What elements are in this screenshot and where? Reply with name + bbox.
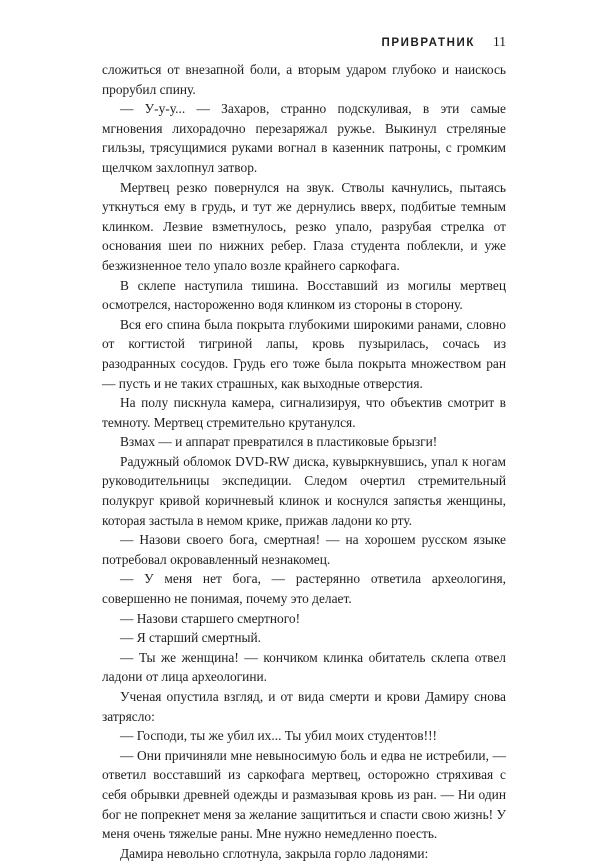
paragraph: сложиться от внезапной боли, а вторым ударом глубоко и наискось прорубил спину. xyxy=(102,62,506,97)
paragraph: — У-у-у... — Захаров, странно подскуливая, в эти самые мгновения лихорадочно перезаряжал ружье. Выкинул стреляные гильзы, трясущимися руками вогнал в казенник патроны, с громким щелчком захлопнул затвор. xyxy=(102,101,506,175)
paragraph: В склепе наступила тишина. Восставший из могилы мертвец осмотрелся, настороженно водя клинком из стороны в сторону. xyxy=(102,277,506,313)
paragraph: Радужный обломок DVD-RW диска, кувыркнувшись, упал к ногам руководительницы экспедиции. Следом очертил стремительный полукруг кривой коричневый клинок и коснулся запястья женщины, которая застыла в немом крике, прижав ладони ко рту. xyxy=(102,453,506,528)
paragraph: Вся его спина была покрыта глубокими широкими ранами, словно от когтистой тигриной лапы, кровь пузырилась, сочась из разодранных сосудов. Грудь его тоже была покрыта множеством ран — пусть и не таких страшных, как выходные отверстия. xyxy=(102,316,506,391)
paragraph: Ученая опустила взгляд, и от вида смерти и крови Дамиру снова затрясло: xyxy=(102,689,506,724)
paragraph: — У меня нет бога, — растерянно ответила археологиня, совершенно не понимая, почему это делает. xyxy=(102,571,506,607)
paragraph: — Я старший смертный. xyxy=(120,630,262,646)
paragraph: Дамира невольно сглотнула, закрыла горло ладонями: xyxy=(120,845,429,861)
body-text xyxy=(102,60,506,863)
paragraph: На полу пискнула камера, сигнализируя, что объектив смотрит в темноту. Мертвец стремительно крутанулся. xyxy=(102,395,506,430)
paragraph: — Они причиняли мне невыносимую боль и едва не истребили, — ответил восставший из саркофага мертвец, осторожно стряхивая с себя обрывки древней одежды и размазывая кровь из ран. — Ни один бог не попрекнет меня за желание защититься и спасти свою жизнь! У меня очень тяжелые раны. Мне нужно немедленно поесть. xyxy=(102,747,506,842)
paragraph: Взмах — и аппарат превратился в пластиковые брызги! xyxy=(120,434,438,450)
running-head: ПРИВРАТНИК xyxy=(381,37,475,49)
paragraph: — Ты же женщина! — кончиком клинка обитатель склепа отвел ладони от лица археологини. xyxy=(102,649,506,685)
page-number: 11 xyxy=(493,34,506,49)
page-header xyxy=(381,34,506,50)
paragraph: — Назови своего бога, смертная! — на хорошем русском языке потребовал окровавленный незнакомец. xyxy=(102,532,506,567)
paragraph: — Господи, ты же убил их... Ты убил моих студентов!!! xyxy=(120,728,437,744)
paragraph: Мертвец резко повернулся на звук. Стволы качнулись, пытаясь уткнуться ему в грудь, и тут же дернулись вверх, подбитые темным клинком. Лезвие взметнулось, резко упало, разрубая стрелка от основания шеи по нижних ребер. Глаза студента поблекли, и уже безжизненное тело упало возле крайнего саркофага. xyxy=(102,179,506,273)
paragraph: — Назови старшего смертного! xyxy=(120,610,301,626)
